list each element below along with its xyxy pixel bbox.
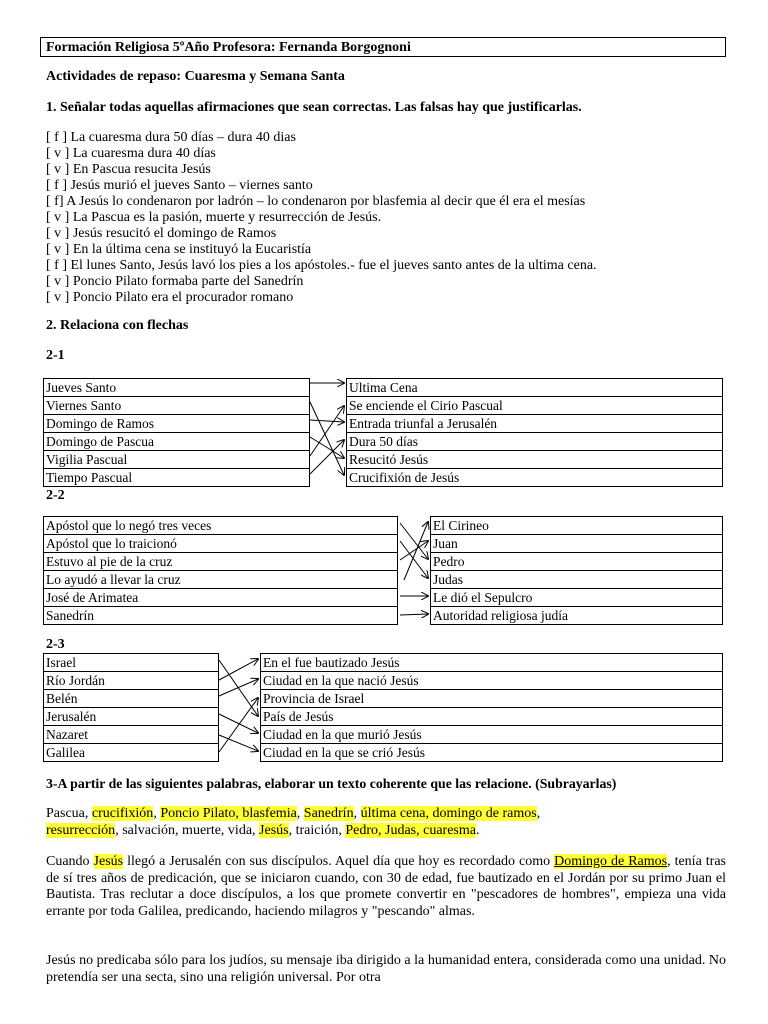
- group-2-2-label: 2-2: [46, 488, 65, 503]
- arrow-line: [219, 679, 258, 696]
- paragraph-text: , tenía tras de sí tres años de predicación, que se iniciaron cuando, con 30 de edad, fue bautizado en el Jordán por su primo Juan el Bautista. Tras reclutar a doce discípulos, a los que promete convertir en "pescadores de hombres", empieza una vida errante por toda Galilea, predicando, haciendo milagros y "pescando" almas.: [46, 854, 726, 919]
- match-left-cell: Galilea: [44, 744, 219, 762]
- paragraph-1: [46, 854, 726, 920]
- paragraph-text: llegó a Jerusalén con sus discípulos. Aquel día que hoy es recordado como: [123, 854, 555, 869]
- question-3-title: 3-A partir de las siguientes palabras, elaborar un texto coherente que las relacione. (Subrayarlas): [46, 776, 617, 791]
- statement-item: [ v ] La Pascua es la pasión, muerte y resurrección de Jesús.: [46, 210, 382, 225]
- group-2-1-label: 2-1: [46, 348, 65, 363]
- match-right-cell: Resucitó Jesús: [347, 451, 723, 469]
- match-left-cell: Río Jordán: [44, 672, 219, 690]
- match-left-cell: Nazaret: [44, 726, 219, 744]
- match-right-cell: Ciudad en la que se crió Jesús: [261, 744, 723, 762]
- arrow-line: [219, 735, 258, 751]
- match-left-cell: Apóstol que lo traicionó: [44, 535, 398, 553]
- highlighted-word: última cena, domingo de ramos: [360, 806, 537, 821]
- statement-item: [ v ] En la última cena se instituyó la Eucaristía: [46, 242, 312, 257]
- arrow-line: [400, 541, 428, 560]
- arrow-line: [310, 437, 344, 458]
- match-left-cell: Lo ayudó a llevar la cruz: [44, 571, 398, 589]
- arrow-line: [219, 659, 258, 680]
- group-2-3-label: 2-3: [46, 637, 65, 652]
- match-right-cell: Crucifixión de Jesús: [347, 469, 723, 487]
- statement-item: [ v ] Poncio Pilato era el procurador romano: [46, 290, 294, 305]
- arrow-line: [400, 614, 428, 615]
- statement-item: [ v ] En Pascua resucita Jesús: [46, 162, 211, 177]
- match-left-cell: Vigilia Pascual: [44, 451, 310, 469]
- highlighted-word: Sanedrín: [303, 806, 354, 821]
- match-right-cell: El Cirineo: [431, 517, 723, 535]
- match-right-cell: Le dió el Sepulcro: [431, 589, 723, 607]
- highlighted-word: Pedro, Judas, cuaresma: [345, 822, 476, 838]
- arrow-line: [400, 541, 428, 578]
- highlighted-word: blasfemia: [242, 806, 297, 821]
- match-right-cell: Ciudad en la que nació Jesús: [261, 672, 723, 690]
- highlighted-underlined-word: Domingo de Ramos: [554, 854, 668, 869]
- highlighted-word: Jesús: [93, 854, 124, 869]
- paragraph-text: Cuando: [46, 854, 94, 869]
- match-right-cell: Autoridad religiosa judía: [431, 607, 723, 625]
- match-right-cell: Ultima Cena: [347, 379, 723, 397]
- statement-item: [ f ] El lunes Santo, Jesús lavó los pies a los apóstoles.- fue el jueves santo antes de la ultima cena.: [46, 258, 597, 273]
- arrow-line: [310, 440, 344, 474]
- match-right-cell: País de Jesús: [261, 708, 723, 726]
- word-text: , traición,: [288, 822, 346, 838]
- activity-subtitle: Actividades de repaso: Cuaresma y Semana Santa: [46, 69, 345, 84]
- match-right-cell: Entrada triunfal a Jerusalén: [347, 415, 723, 433]
- match-left-cell: Belén: [44, 690, 219, 708]
- question-1-title: 1. Señalar todas aquellas afirmaciones que sean correctas. Las falsas hay que justificarlas.: [46, 100, 582, 115]
- match-left-cell: Jerusalén: [44, 708, 219, 726]
- match-right-cell: Judas: [431, 571, 723, 589]
- match-left-cell: Viernes Santo: [44, 397, 310, 415]
- statement-item: [ v ] La cuaresma dura 40 días: [46, 146, 216, 161]
- word-text: ,: [153, 806, 161, 821]
- statement-item: [ f ] Jesús murió el jueves Santo – viernes santo: [46, 178, 313, 193]
- word-text: ,: [353, 806, 361, 821]
- statement-item: [ f] A Jesús lo condenaron por ladrón – lo condenaron por blasfemia al decir que él era el mesías: [46, 194, 586, 209]
- word-list: [46, 806, 726, 839]
- match-left-cell: Domingo de Pascua: [44, 433, 310, 451]
- highlighted-word: crucifixión: [91, 806, 154, 821]
- match-right-cell: Ciudad en la que murió Jesús: [261, 726, 723, 744]
- word-text: ,: [296, 806, 304, 821]
- arrow-line: [400, 523, 428, 559]
- paragraph-2: Jesús no predicaba sólo para los judíos, su mensaje iba dirigido a la humanidad entera, considerada como una unidad. No pretendía ser una secta, sino una religión universal. Por otra: [46, 953, 726, 985]
- arrow-line: [219, 698, 258, 752]
- match-left-cell: Domingo de Ramos: [44, 415, 310, 433]
- highlighted-word: resurrección: [46, 822, 116, 838]
- arrow-line: [310, 420, 344, 422]
- word-text: ,: [536, 806, 541, 821]
- word-text: .: [476, 822, 480, 838]
- match-left-cell: Tiempo Pascual: [44, 469, 310, 487]
- match-right-cell: En el fue bautizado Jesús: [261, 654, 723, 672]
- match-left-cell: José de Arimatea: [44, 589, 398, 607]
- statement-item: [ f ] La cuaresma dura 50 días – dura 40 dias: [46, 130, 296, 145]
- match-right-cell: Provincia de Israel: [261, 690, 723, 708]
- question-2-title: 2. Relaciona con flechas: [46, 318, 189, 333]
- match-right-cell: Juan: [431, 535, 723, 553]
- match-left-cell: Apóstol que lo negó tres veces: [44, 517, 398, 535]
- statement-item: [ v ] Jesús resucitó el domingo de Ramos: [46, 226, 277, 241]
- statement-item: [ v ] Poncio Pilato formaba parte del Sanedrín: [46, 274, 304, 289]
- match-left-cell: Estuvo al pie de la cruz: [44, 553, 398, 571]
- document-header: Formación Religiosa 5ºAño Profesora: Fernanda Borgognoni: [40, 37, 726, 57]
- match-right-cell: Dura 50 días: [347, 433, 723, 451]
- arrow-line: [219, 714, 258, 733]
- match-left-cell: Jueves Santo: [44, 379, 310, 397]
- highlighted-word: Poncio Pilato,: [160, 806, 243, 821]
- match-left-cell: Israel: [44, 654, 219, 672]
- match-right-cell: Pedro: [431, 553, 723, 571]
- match-right-cell: Se enciende el Cirio Pascual: [347, 397, 723, 415]
- highlighted-word: Jesús: [259, 822, 289, 838]
- word-text: Pascua,: [46, 806, 92, 821]
- word-text: , salvación, muerte, vida,: [115, 822, 260, 838]
- match-left-cell: Sanedrín: [44, 607, 398, 625]
